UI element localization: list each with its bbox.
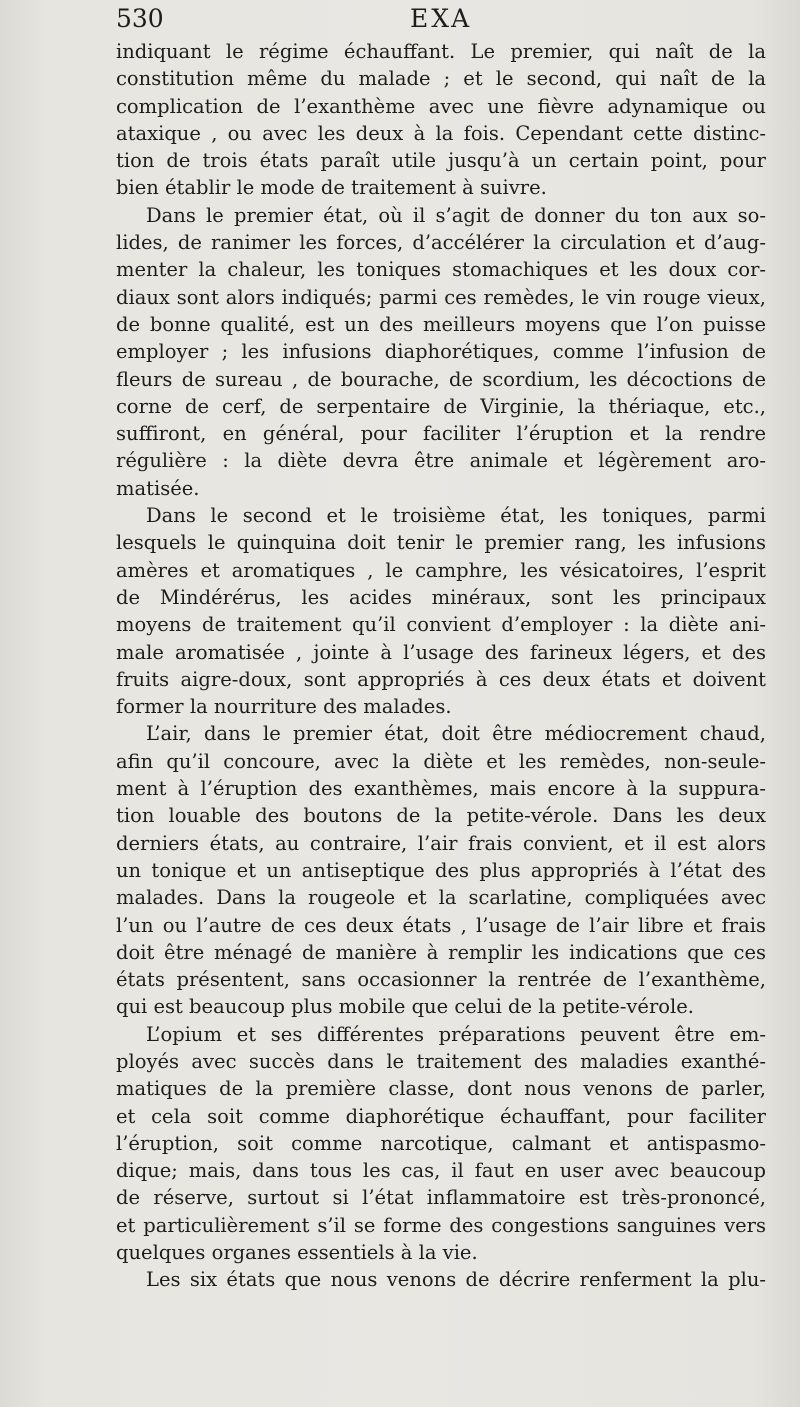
text-line: male aromatisée , jointe à l’usage des farineux légers, et des xyxy=(116,640,766,664)
text-line: états présentent, sans occasionner la rentrée de l’exanthème, xyxy=(116,968,766,992)
text-line: lides, de ranimer les forces, d’accélérer la circulation et d’aug- xyxy=(116,231,766,255)
text-line: de Mindérérus, les acides minéraux, sont les principaux xyxy=(116,585,766,609)
page-number: 530 xyxy=(116,4,164,33)
text-line: régulière : la diète devra être animale et légèrement aro- xyxy=(116,449,766,473)
paragraph xyxy=(116,720,766,1020)
text-line: derniers états, au contraire, l’air frais convient, et il est alors xyxy=(116,831,766,855)
text-line: l’un ou l’autre de ces deux états , l’usage de l’air libre et frais xyxy=(116,913,766,937)
text-line: un tonique et un antiseptique des plus appropriés à l’état des xyxy=(116,858,766,882)
text-line: ment à l’éruption des exanthèmes, mais encore à la suppura- xyxy=(116,777,766,801)
text-line: dique; mais, dans tous les cas, il faut en user avec beaucoup xyxy=(116,1159,766,1183)
text-line: amères et aromatiques , le camphre, les vésicatoires, l’esprit xyxy=(116,558,766,582)
text-line: employer ; les infusions diaphorétiques, comme l’infusion de xyxy=(116,340,766,364)
text-line: L’air, dans le premier état, doit être médiocrement chaud, xyxy=(146,722,766,746)
text-line: menter la chaleur, les toniques stomachiques et les doux cor- xyxy=(116,258,766,282)
text-line: Dans le second et le troisième état, les toniques, parmi xyxy=(146,504,766,528)
text-line: et particulièrement s’il se forme des congestions sanguines vers xyxy=(116,1213,766,1237)
paragraph xyxy=(116,502,766,720)
paragraph xyxy=(116,38,766,202)
text-line: fruits aigre-doux, sont appropriés à ces deux états et doivent xyxy=(116,667,766,691)
text-line: malades. Dans la rougeole et la scarlatine, compliquées avec xyxy=(116,886,766,910)
text-line: afin qu’il concoure, avec la diète et les remèdes, non-seule- xyxy=(116,749,766,773)
text-line: former la nourriture des malades. xyxy=(116,695,452,719)
running-head: EXA xyxy=(410,4,473,33)
page-header xyxy=(116,4,776,34)
text-line: diaux sont alors indiqués; parmi ces remèdes, le vin rouge vieux, xyxy=(116,285,766,309)
text-line: ployés avec succès dans le traitement des maladies exanthé- xyxy=(116,1049,766,1073)
text-line: doit être ménagé de manière à remplir les indications que ces xyxy=(116,940,766,964)
body-text xyxy=(116,38,766,1294)
text-line: de réserve, surtout si l’état inflammatoire est très-prononcé, xyxy=(116,1186,766,1210)
text-line: matisée. xyxy=(116,476,200,500)
text-line: Dans le premier état, où il s’agit de donner du ton aux so- xyxy=(146,203,766,227)
text-line: l’éruption, soit comme narcotique, calmant et antispasmo- xyxy=(116,1131,766,1155)
text-line: tion louable des boutons de la petite-vérole. Dans les deux xyxy=(116,804,766,828)
text-line: moyens de traitement qu’il convient d’employer : la diète ani- xyxy=(116,613,766,637)
paragraph xyxy=(116,1266,766,1293)
text-line: tion de trois états paraît utile jusqu’à un certain point, pour xyxy=(116,149,766,173)
text-line: et cela soit comme diaphorétique échauffant, pour faciliter xyxy=(116,1104,766,1128)
text-line: matiques de la première classe, dont nous venons de parler, xyxy=(116,1077,766,1101)
text-line: Les six états que nous venons de décrire renferment la plu- xyxy=(146,1268,766,1292)
text-line: quelques organes essentiels à la vie. xyxy=(116,1241,478,1265)
text-line: lesquels le quinquina doit tenir le premier rang, les infusions xyxy=(116,531,766,555)
text-line: bien établir le mode de traitement à suivre. xyxy=(116,176,547,200)
paragraph xyxy=(116,202,766,502)
text-line: constitution même du malade ; et le second, qui naît de la xyxy=(116,67,766,91)
text-line: L’opium et ses différentes préparations peuvent être em- xyxy=(146,1022,766,1046)
text-line: complication de l’exanthème avec une fièvre adynamique ou xyxy=(116,94,766,118)
text-line: qui est beaucoup plus mobile que celui de la petite-vérole. xyxy=(116,995,694,1019)
text-line: fleurs de sureau , de bourache, de scordium, les décoctions de xyxy=(116,367,766,391)
text-line: corne de cerf, de serpentaire de Virginie, la thériaque, etc., xyxy=(116,394,766,418)
text-line: indiquant le régime échauffant. Le premier, qui naît de la xyxy=(116,40,766,63)
text-line: de bonne qualité, est un des meilleurs moyens que l’on puisse xyxy=(116,312,766,336)
text-line: ataxique , ou avec les deux à la fois. Cependant cette distinc- xyxy=(116,121,766,145)
paragraph xyxy=(116,1021,766,1267)
text-line: suffiront, en général, pour faciliter l’éruption et la rendre xyxy=(116,422,766,446)
